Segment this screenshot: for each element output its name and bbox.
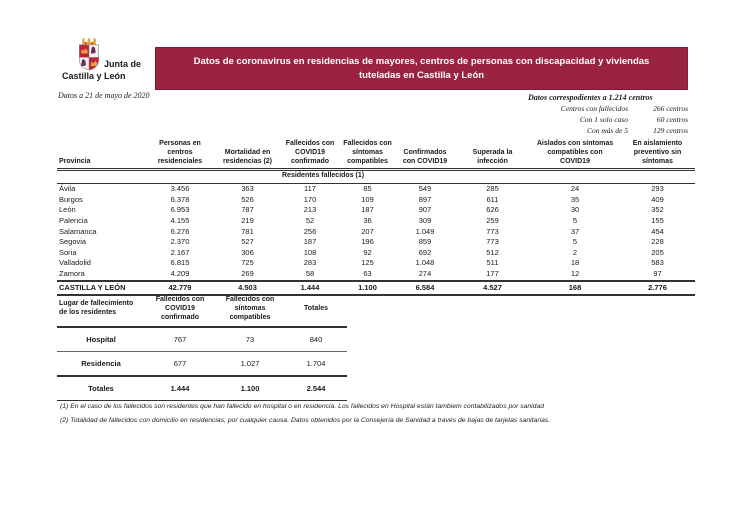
table-row — [57, 227, 695, 238]
column-header-totales: Totales — [285, 293, 347, 327]
value-cell: 63 — [363, 269, 372, 278]
total-value: 2.776 — [620, 281, 695, 296]
column-header-personas: Personas en centros residenciales — [145, 140, 215, 170]
table-row — [57, 327, 347, 352]
centers-summary-title: Datos correspodientes a 1.214 centros — [528, 93, 653, 102]
value-cell: 773 — [486, 237, 499, 247]
value-cell: 1.049 — [415, 226, 435, 236]
value-cell: 1.704 — [285, 352, 347, 377]
value-cell: 205 — [651, 247, 664, 257]
value-cell: 781 — [241, 226, 254, 236]
subheader-residentes-fallecidos: Residentes fallecidos (1) — [280, 170, 695, 184]
total-row — [57, 376, 347, 401]
row-label-cell: Hospital — [57, 327, 145, 352]
value-cell: 177 — [486, 269, 499, 278]
value-cell: 549 — [418, 184, 432, 193]
value-cell: 30 — [570, 205, 580, 215]
centers-row — [528, 104, 688, 115]
total-label: CASTILLA Y LEÓN — [57, 281, 145, 296]
header-row — [57, 140, 695, 170]
footnote-2: (2) Totalidad de fallecidos con domicilio en residencias, por cualquier causa. Datos obtenidos por la Consejería de Sanidad a través de bajas de tarjetas sanitarias. — [60, 416, 551, 424]
centers-row-value: 60 centros — [656, 114, 688, 124]
column-header-aislamiento-preventivo: En aislamiento preventivo sin síntomas — [620, 140, 695, 170]
value-cell: 907 — [418, 205, 432, 215]
header-row — [57, 293, 347, 327]
total-label: Totales — [57, 376, 145, 401]
total-value: 1.100 — [215, 376, 285, 401]
centers-summary — [528, 93, 688, 137]
value-cell: 897 — [418, 194, 432, 204]
value-cell: 52 — [305, 215, 315, 225]
value-cell: 187 — [303, 237, 317, 247]
total-value: 1.444 — [280, 281, 340, 296]
value-cell: 269 — [241, 269, 254, 278]
provinces-table — [57, 140, 695, 296]
value-cell: 526 — [241, 194, 254, 204]
table-row — [57, 269, 695, 281]
value-cell: 109 — [361, 194, 374, 204]
value-cell: 677 — [145, 352, 215, 377]
value-cell: 352 — [651, 205, 664, 215]
value-cell: 512 — [486, 247, 499, 257]
value-cell: 4.209 — [170, 269, 190, 278]
row-label-cell: Residencia — [57, 352, 145, 377]
column-header-fallecidos-sintomas: Fallecidos con síntomas compatibles — [340, 140, 395, 170]
total-value: 6.584 — [395, 281, 455, 296]
value-cell: 611 — [486, 194, 499, 204]
value-cell: 454 — [651, 226, 664, 236]
centers-row-value: 129 centros — [653, 125, 688, 135]
table-row — [57, 352, 347, 377]
value-cell: 859 — [418, 237, 432, 247]
value-cell: 363 — [241, 184, 254, 193]
value-cell: 92 — [363, 247, 372, 257]
value-cell: 767 — [145, 327, 215, 352]
value-cell: 219 — [241, 215, 254, 225]
value-cell: 35 — [570, 194, 580, 204]
value-cell: 1.027 — [215, 352, 285, 377]
value-cell: 2.167 — [170, 247, 190, 257]
value-cell: 283 — [303, 258, 317, 268]
value-cell: 527 — [241, 237, 254, 247]
value-cell: 5 — [572, 215, 578, 225]
subheader-row — [57, 170, 695, 184]
centers-row — [528, 126, 688, 137]
centers-row — [528, 115, 688, 126]
value-cell: 170 — [303, 194, 317, 204]
column-header-fallecidos-confirmado: Fallecidos con COVID19 confirmado — [280, 140, 340, 170]
junta-logo — [56, 38, 166, 88]
value-cell: 6.378 — [170, 194, 190, 204]
column-header-fallecidos-sintomas: Fallecidos con síntomas compatibles — [215, 293, 285, 327]
castilla-leon-shield-icon — [76, 38, 102, 71]
total-value: 168 — [530, 281, 620, 296]
value-cell: 36 — [363, 215, 372, 225]
value-cell: 97 — [653, 269, 662, 278]
column-header-superada: Superada la infección — [455, 140, 530, 170]
row-label-cell: Valladolid — [59, 258, 91, 268]
value-cell: 626 — [486, 205, 499, 215]
total-value: 4.527 — [455, 281, 530, 296]
value-cell: 12 — [570, 269, 580, 278]
table-row — [57, 258, 695, 269]
value-cell: 155 — [651, 215, 664, 225]
value-cell: 409 — [651, 194, 664, 204]
value-cell: 773 — [486, 226, 499, 236]
value-cell: 583 — [651, 258, 664, 268]
column-header-aislados: Aislados con síntomas compatibles con COVID19 — [530, 140, 620, 170]
centers-row-label: Centros con fallecidos — [560, 104, 628, 113]
subheader-spacer — [57, 170, 280, 184]
centers-row-value: 266 centros — [653, 104, 688, 113]
value-cell: 18 — [570, 258, 580, 268]
row-label-cell: Soria — [59, 247, 77, 257]
value-cell: 85 — [363, 184, 372, 193]
table-row — [57, 237, 695, 248]
row-label-cell: Ávila — [59, 184, 76, 193]
centers-row-label: Con 1 solo caso — [579, 114, 628, 124]
footnote-1: (1) En el caso de los fallecidos son residentes que han fallecido en hospital o en residencia. Los fallecidos en Hospital están tambiem contabilizados por sanidad — [60, 403, 545, 410]
row-label-cell: Palencia — [59, 215, 88, 225]
value-cell: 274 — [418, 269, 432, 278]
value-cell: 117 — [304, 184, 316, 193]
value-cell: 196 — [361, 237, 374, 247]
table-row — [57, 205, 695, 216]
table-row — [57, 248, 695, 259]
column-header-mortalidad: Mortalidad en residencias (2) — [215, 140, 280, 170]
value-cell: 6.815 — [170, 258, 190, 268]
value-cell: 2.370 — [170, 237, 190, 247]
value-cell: 24 — [570, 184, 580, 193]
value-cell: 1.048 — [415, 258, 435, 268]
footnotes — [60, 403, 680, 431]
place-table-body — [57, 327, 347, 376]
table-row — [57, 216, 695, 227]
value-cell: 207 — [361, 226, 374, 236]
place-of-death-table — [57, 293, 347, 401]
total-value: 42.779 — [145, 281, 215, 296]
value-cell: 213 — [303, 205, 317, 215]
table-row — [57, 184, 695, 195]
value-cell: 187 — [361, 205, 374, 215]
logo-text-line2: Castilla y León — [62, 71, 126, 81]
centers-row-label: Con más de 5 — [586, 125, 628, 135]
row-label-cell: Segovia — [59, 237, 87, 247]
value-cell: 259 — [486, 215, 499, 225]
value-cell: 787 — [241, 205, 254, 215]
logo-text-line1: Junta de — [104, 59, 142, 69]
value-cell: 725 — [241, 258, 254, 268]
value-cell: 6.276 — [170, 226, 190, 236]
value-cell: 108 — [303, 247, 317, 257]
value-cell: 6.953 — [170, 205, 190, 215]
value-cell: 285 — [486, 184, 499, 193]
value-cell: 692 — [418, 247, 432, 257]
value-cell: 256 — [303, 226, 317, 236]
banner-title: Datos de coronavirus en residencias de mayores, centros de personas con discapacidad y viviendas tuteladas en Castilla y León — [193, 56, 650, 81]
value-cell: 306 — [241, 247, 254, 257]
value-cell: 73 — [215, 327, 285, 352]
value-cell: 5 — [572, 237, 578, 247]
total-value: 1.444 — [145, 376, 215, 401]
value-cell: 3.456 — [170, 184, 190, 193]
row-label-cell: León — [59, 205, 76, 215]
value-cell: 125 — [361, 258, 374, 268]
total-value: 2.544 — [285, 376, 347, 401]
date-note: Datos a 21 de mayo de 2020 — [58, 91, 150, 100]
column-header-fallecidos-confirmado: Fallecidos con COVID19 confirmado — [145, 293, 215, 327]
table-row — [57, 195, 695, 206]
column-header-confirmados: Confirmados con COVID19 — [395, 140, 455, 170]
column-header-lugar: Lugar de fallecimiento de los residentes — [57, 293, 145, 327]
value-cell: 4.155 — [170, 215, 190, 225]
value-cell: 309 — [418, 215, 432, 225]
title-banner — [155, 47, 688, 90]
row-label-cell: Zamora — [59, 269, 85, 278]
total-value: 1.100 — [340, 281, 395, 296]
total-value: 4.503 — [215, 281, 280, 296]
main-table-body — [57, 184, 695, 281]
value-cell: 840 — [285, 327, 347, 352]
row-label-cell: Salamanca — [59, 226, 97, 236]
value-cell: 228 — [651, 237, 664, 247]
value-cell: 293 — [651, 184, 664, 193]
value-cell: 511 — [486, 258, 499, 268]
value-cell: 37 — [570, 226, 580, 236]
column-header-provincia: Provincia — [57, 140, 145, 170]
value-cell: 58 — [305, 269, 315, 278]
row-label-cell: Burgos — [59, 194, 83, 204]
value-cell: 2 — [572, 247, 578, 257]
